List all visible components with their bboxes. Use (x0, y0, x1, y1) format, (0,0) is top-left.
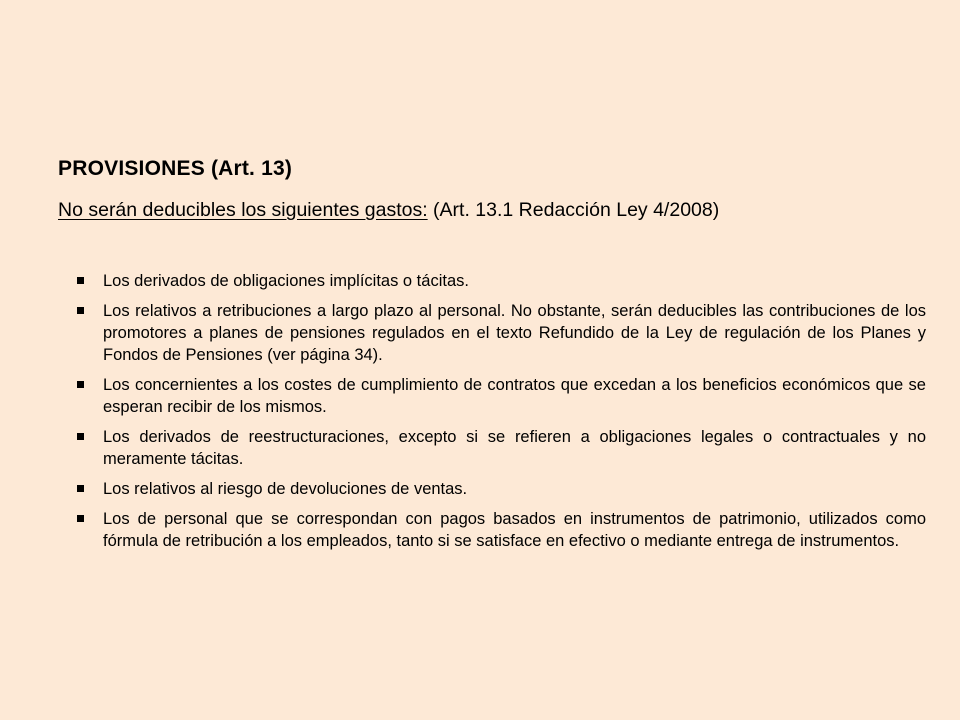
list-item (76, 478, 926, 500)
square-bullet-icon (77, 515, 84, 522)
slide-title: PROVISIONES (Art. 13) (58, 157, 293, 180)
list-item-text: Los derivados de reestructuraciones, excepto si se refieren a obligaciones legales o contractuales y no meramente tácitas. (103, 428, 926, 468)
list-item (76, 426, 926, 470)
square-bullet-icon (77, 307, 84, 314)
list-item-text: Los derivados de obligaciones implícitas o tácitas. (103, 272, 469, 290)
square-bullet-icon (77, 277, 84, 284)
square-bullet-icon (77, 381, 84, 388)
slide-subtitle (58, 199, 719, 222)
list-item-text: Los relativos a retribuciones a largo plazo al personal. No obstante, serán deducibles las contribuciones de los promotores a planes de pensiones regulados en el texto Refundido de la Ley de regulación de los Planes y Fondos de Pensiones (ver página 34). (103, 302, 926, 364)
square-bullet-icon (77, 485, 84, 492)
bullet-list (76, 270, 926, 560)
list-item-text: Los concernientes a los costes de cumplimiento de contratos que excedan a los beneficios económicos que se esperan recibir de los mismos. (103, 376, 926, 416)
list-item (76, 374, 926, 418)
list-item-text: Los de personal que se correspondan con pagos basados en instrumentos de patrimonio, utilizados como fórmula de retribución a los empleados, tanto si se satisface en efectivo o mediante entrega de instrumentos. (103, 510, 926, 550)
list-item (76, 508, 926, 552)
square-bullet-icon (77, 433, 84, 440)
list-item (76, 270, 926, 292)
subtitle-underlined-text: No serán deducibles los siguientes gastos: (58, 199, 428, 221)
list-item-text: Los relativos al riesgo de devoluciones de ventas. (103, 480, 468, 498)
list-item (76, 300, 926, 366)
subtitle-reference: (Art. 13.1 Redacción Ley 4/2008) (427, 199, 720, 221)
